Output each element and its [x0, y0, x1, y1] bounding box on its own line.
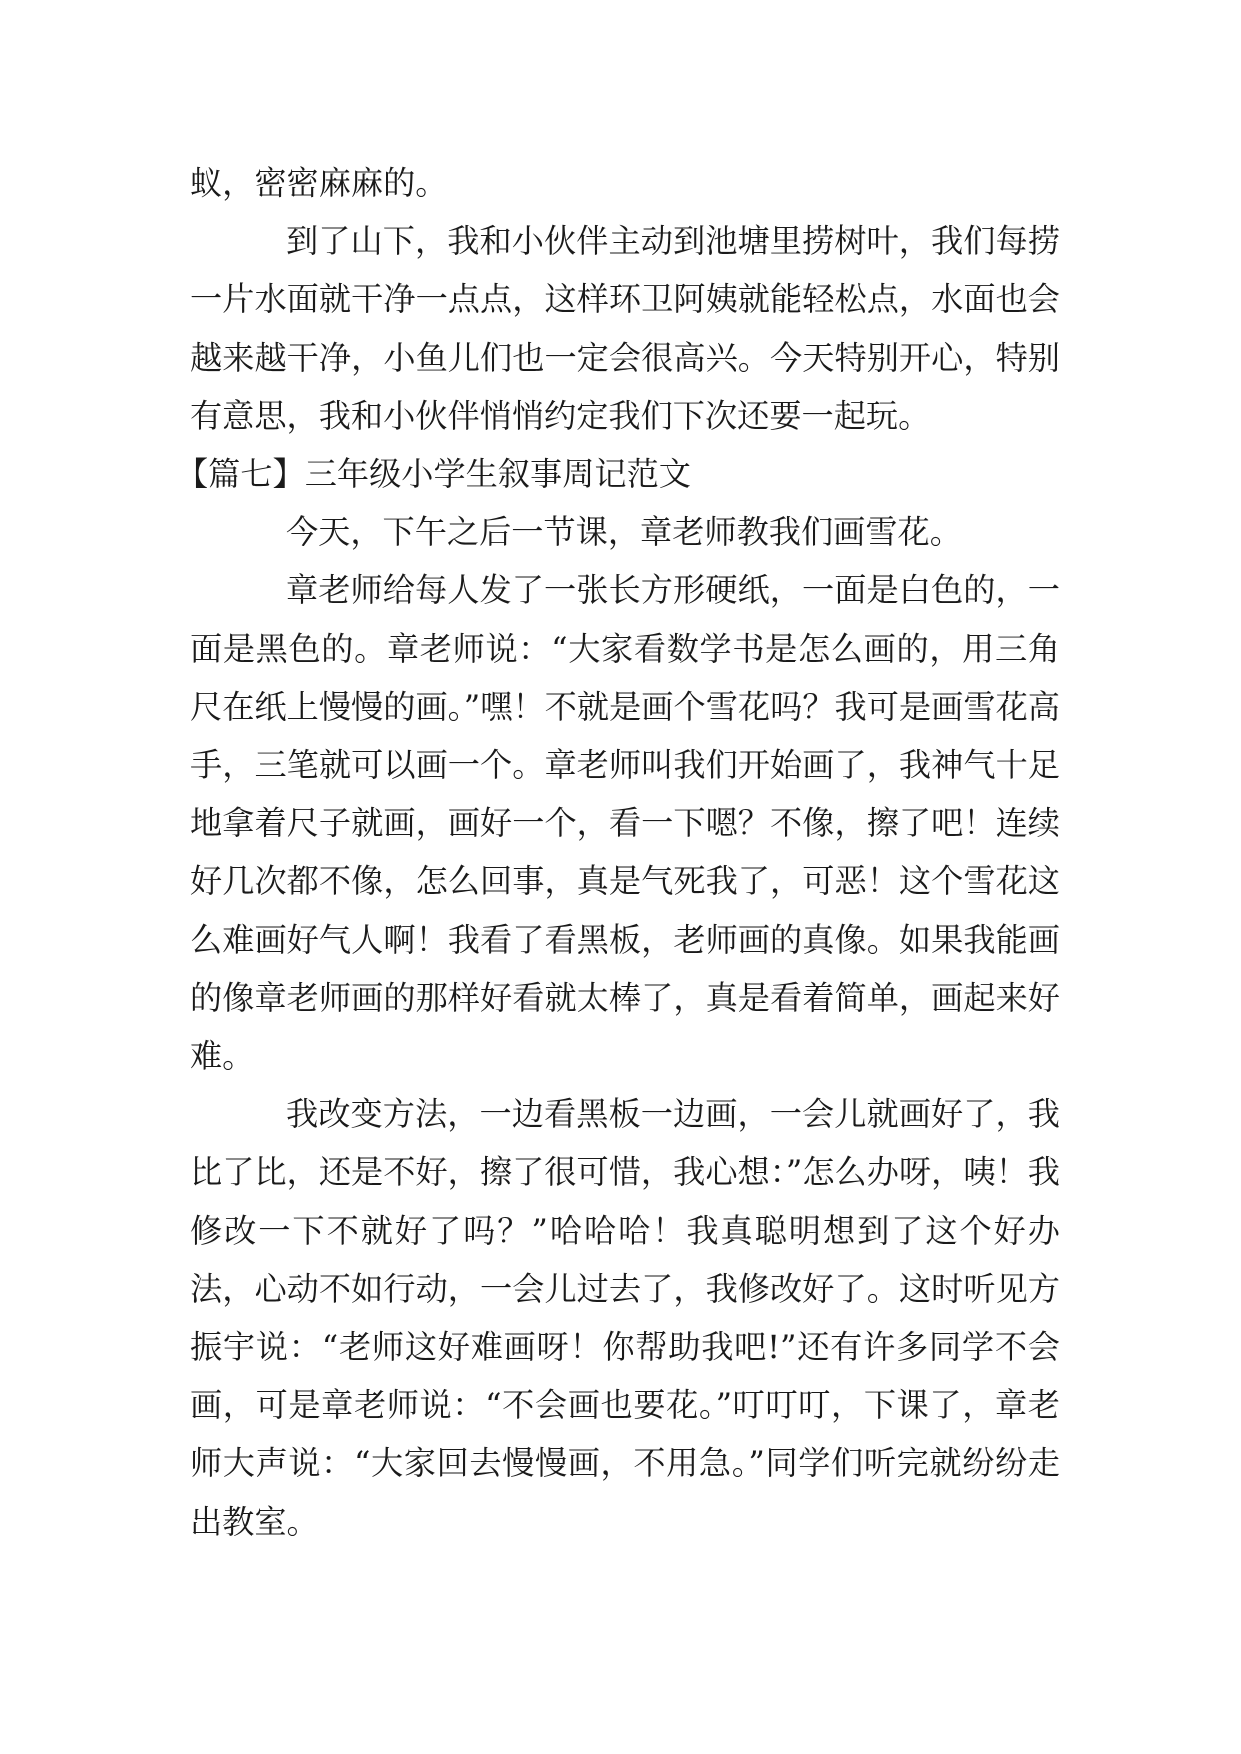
- paragraph-continuation: 蚁，密密麻麻的。: [190, 164, 448, 202]
- paragraph-new-method: 我改变方法，一边看黑板一边画，一会儿就画好了，我比了比，还是不好，擦了很可惜，我心想：”怎么办呀，咦！我修改一下不就好了吗？”哈哈哈！我真聪明想到了这个好办法，心动不如行动，一会儿过去了，我修改好了。这时听见方振宇说：“老师这好难画呀！你帮助我吧!”还有许多同学不会画，可是章老师说：“不会画也要花。”叮叮叮，下课了，章老师大声说：“大家回去慢慢画，不用急。”同学们听完就纷纷走出教室。: [190, 1095, 1060, 1541]
- paragraph-intro: 今天，下午之后一节课，章老师教我们画雪花。: [286, 513, 962, 552]
- paragraph-drawing-attempt: 章老师给每人发了一张长方形硬纸，一面是白色的，一面是黑色的。章老师说：“大家看数学书是怎么画的，用三角尺在纸上慢慢的画。”嘿！不就是画个雪花吗？我可是画雪花高手，三笔就可以画一个。章老师叫我们开始画了，我神气十足地拿着尺子就画，画好一个，看一下嗯？不像，擦了吧！连续好几次都不像，怎么回事，真是气死我了，可恶！这个雪花这么难画好气人啊！我看了看黑板，老师画的真像。如果我能画的像章老师画的那样好看就太棒了，真是看着简单，画起来好难。: [190, 571, 1060, 1076]
- document-body: [176, 154, 1060, 1551]
- section-heading: 【篇七】三年级小学生叙事周记范文: [176, 455, 691, 494]
- paragraph-cleanup-pond: 到了山下，我和小伙伴主动到池塘里捞树叶，我们每捞一片水面就干净一点点，这样环卫阿姨就能轻松点，水面也会越来越干净，小鱼儿们也一定会很高兴。今天特别开心，特别有意思，我和小伙伴悄悄约定我们下次还要一起玩。: [190, 222, 1060, 435]
